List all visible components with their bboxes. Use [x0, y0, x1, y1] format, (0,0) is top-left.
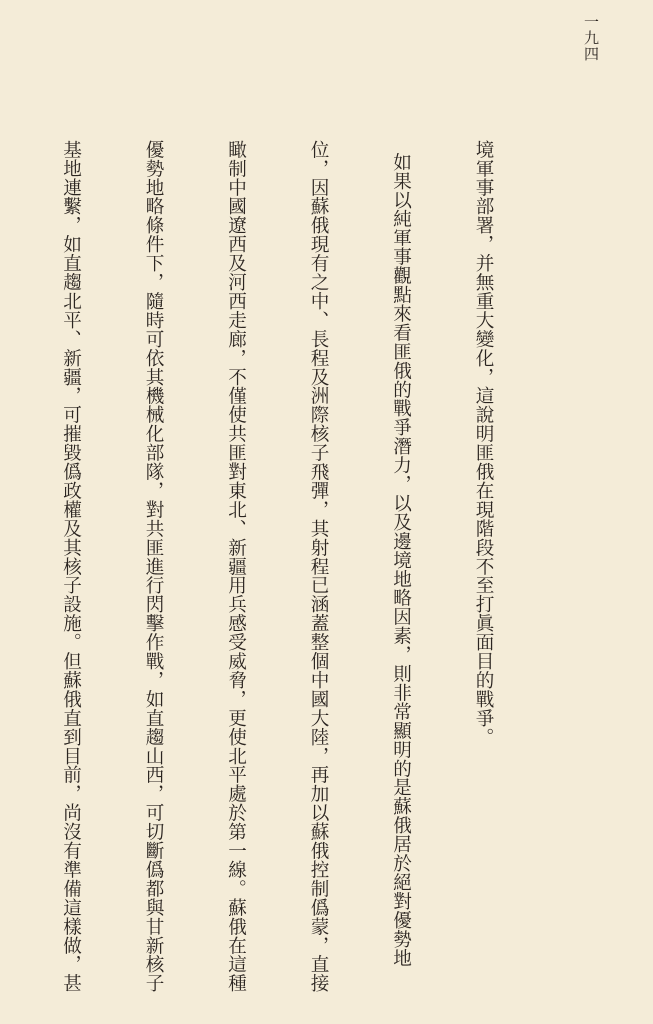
text-line — [0, 140, 2, 960]
page-number: 一九四 — [582, 14, 600, 62]
text-line: 如果以純軍事觀點來看匪俄的戰爭潛力，以及邊境地略因素，則非常顯明的是蘇俄居於絕對優勢地 — [390, 140, 412, 968]
text-line: 基地連繫，如直趨北平、新疆，可摧毀僞政權及其核子設施。但蘇俄直到目前，尚沒有準備這樣做，甚 — [60, 140, 82, 993]
text-line: 位，因蘇俄現有之中、長程及洲際核子飛彈，其射程已涵蓋整個中國大陸，再加以蘇俄控制僞蒙，直接 — [308, 140, 329, 993]
text-line: 優勢地略條件下，隨時可依其機械化部隊，對共匪進行閃擊作戰，如直趨山西，可切斷僞都與甘新核子 — [143, 140, 164, 993]
body-text — [0, 140, 552, 993]
text-line: 瞰制中國遼西及河西走廊，不僅使共匪對東北、新疆用兵感受威脅，更使北平處於第一線。蘇俄在這種 — [225, 140, 247, 993]
text-line: 境軍事部署，并無重大變化，這說明匪俄在現階段不至打眞面目的戰爭。 — [473, 140, 494, 747]
